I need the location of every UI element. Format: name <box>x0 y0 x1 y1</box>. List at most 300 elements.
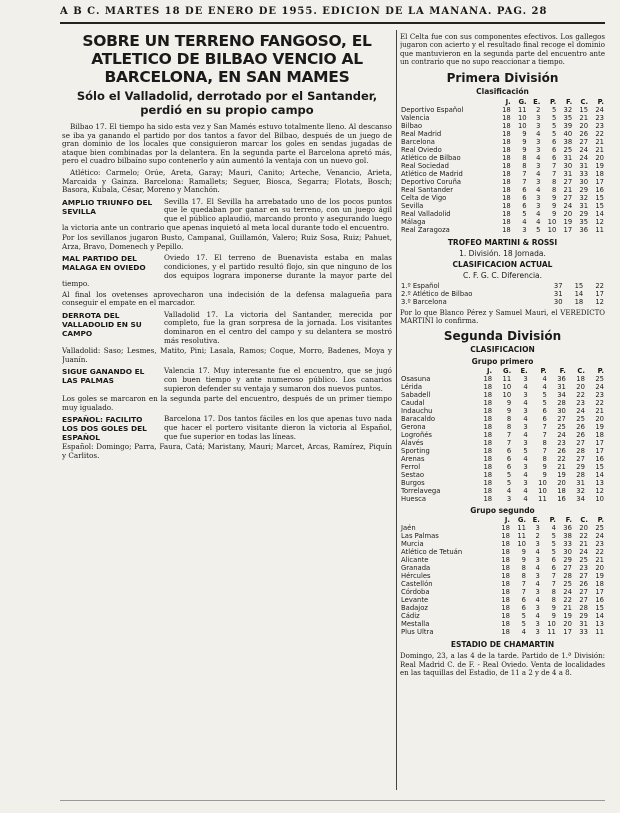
section-label: SIGUE GANANDO EL LAS PALMAS <box>62 367 145 386</box>
table-cell: 31 <box>557 383 566 392</box>
table-cell: 10 <box>517 113 527 122</box>
table-cell: 14 <box>595 471 604 480</box>
table-cell: 7 <box>522 169 527 178</box>
team-name: Valencia <box>401 113 430 122</box>
table-cell: 22 <box>595 129 604 138</box>
team-name: Murcia <box>401 540 424 549</box>
table-row <box>400 170 605 178</box>
team-name: Deportivo Coruña <box>401 177 462 186</box>
table-cell: 4 <box>535 612 540 621</box>
column-header: P. <box>540 367 547 376</box>
team-name: Osasuna <box>401 375 431 384</box>
table-cell: 10 <box>517 121 527 130</box>
table-row <box>400 114 605 122</box>
team-name: Real Santander <box>401 185 454 194</box>
table-cell: 18 <box>483 415 493 424</box>
table-cell: 18 <box>502 185 511 194</box>
table-row <box>400 588 605 596</box>
table-cell: 34 <box>576 495 585 504</box>
table-cell: 11 <box>517 524 526 533</box>
team-name: Huesca <box>401 495 427 504</box>
table-cell: 3 <box>536 113 541 122</box>
table-cell: 4 <box>551 524 556 533</box>
table-row <box>400 439 605 447</box>
trofeo-title: TROFEO MARTINI & ROSSI <box>447 237 558 247</box>
table-row <box>400 604 605 612</box>
table-cell: 3 <box>535 524 540 533</box>
table-cell: 26 <box>579 129 589 138</box>
table-cell: 3 <box>535 604 540 613</box>
table-cell: 18 <box>483 463 493 472</box>
table-cell: 18 <box>483 383 493 392</box>
table-cell: 24 <box>579 548 588 557</box>
table-cell: 28 <box>576 471 585 480</box>
table-cell: 3 <box>535 588 540 597</box>
table-cell: 18 <box>501 612 510 621</box>
section-text: Oviedo 17. El terreno de Buenavista estaba en malas condiciones, y el partido resultó flojo, sin que ninguno de los dos equipos lograra imponerse durante la mayor parte del tiempo. <box>62 254 392 289</box>
table-cell: 18 <box>501 628 510 637</box>
team-name: Atlético de Tetuán <box>401 548 463 557</box>
section-continuation: Valladolid: Saso; Lesmes, Matito, Pini; Lasala, Ramos; Coque, Morro, Badenes, Moya y Juanín. <box>62 346 392 364</box>
table-cell: 25 <box>595 524 604 533</box>
table-cell: 4 <box>523 487 528 496</box>
table-cell: 37 <box>553 281 563 290</box>
table-cell: 27 <box>563 177 573 186</box>
table-cell: 3 <box>523 423 528 432</box>
column-header: G. <box>517 516 526 525</box>
table-cell: 25 <box>563 145 573 154</box>
table-cell: 7 <box>551 572 556 581</box>
table-cell: 20 <box>579 121 589 130</box>
table-cell: 33 <box>579 628 588 637</box>
table-cell: 9 <box>506 399 512 408</box>
table-cell: 6 <box>551 556 556 565</box>
team-name: Granada <box>401 564 431 573</box>
table-cell: 3 <box>536 177 541 186</box>
column-header: P. <box>549 97 557 106</box>
table-cell: 36 <box>563 524 572 533</box>
table-cell: 9 <box>521 556 526 565</box>
table-cell: 28 <box>579 604 588 613</box>
team-name: Real Valladolid <box>401 209 451 218</box>
table-cell: 22 <box>579 532 588 541</box>
primera-sub: Clasificación <box>476 86 529 96</box>
table-cell: 8 <box>506 423 512 432</box>
table-row <box>400 471 605 479</box>
table-cell: 14 <box>595 612 604 621</box>
team-name: Málaga <box>401 217 426 226</box>
table-cell: 5 <box>551 121 557 130</box>
table-cell: 5 <box>522 209 527 218</box>
table-cell: 10 <box>538 479 547 488</box>
table-cell: 26 <box>579 580 588 589</box>
team-name: Celta de Vigo <box>401 193 447 202</box>
team-name: Gerona <box>401 423 426 432</box>
table-cell: 18 <box>502 161 511 170</box>
table-cell: 27 <box>579 588 588 597</box>
table-cell: 20 <box>579 524 588 533</box>
table-cell: 17 <box>595 177 604 186</box>
table-cell: 10 <box>538 487 547 496</box>
table-row <box>400 596 605 604</box>
column-header: C. <box>580 97 589 106</box>
table-row <box>400 431 605 439</box>
table-row <box>400 154 605 162</box>
table-cell: 31 <box>553 289 563 298</box>
table-row <box>400 628 605 636</box>
table-cell: 18 <box>501 604 510 613</box>
table-cell: 10 <box>502 383 512 392</box>
column-header: P. <box>597 97 604 106</box>
table-cell: 18 <box>483 375 493 384</box>
column-header: F. <box>565 97 573 106</box>
table-cell: 33 <box>579 169 589 178</box>
table-cell: 10 <box>517 540 526 549</box>
table-cell: 6 <box>542 415 547 424</box>
table-cell: 27 <box>579 137 589 146</box>
table-cell: 31 <box>579 161 589 170</box>
table-cell: 18 <box>501 596 510 605</box>
column-header: P. <box>549 516 556 525</box>
column-header: F. <box>559 367 566 376</box>
table-cell: 18 <box>501 556 510 565</box>
table-cell: 27 <box>557 415 566 424</box>
table-cell: 18 <box>502 121 511 130</box>
table-cell: 6 <box>522 193 527 202</box>
table-cell: 14 <box>574 289 584 298</box>
table-row <box>400 415 605 423</box>
section-text: Sevilla 17. El Sevilla ha arrebatado uno de los pocos puntos que le quedaban por ganar en su terreno, con un juego ágil que el público aplaudió, marcando pronto y asegurando luego la victoria ante un contrario que apenas inquietó al meta local durante todo el encuentro. <box>62 197 392 232</box>
sidebar-intro: El Celta fue con sus componentes efectivos. Los gallegos jugaron con acierto y el resultado final recoge el dominio que mantuvieron en la segunda parte del encuentro ante un contrario que no supo reaccionar a tiempo. <box>400 33 605 67</box>
table-cell: 21 <box>595 407 604 416</box>
table-cell: 4 <box>523 431 528 440</box>
table-cell: 6 <box>522 201 527 210</box>
table-cell: 18 <box>502 113 511 122</box>
table-cell: 25 <box>557 423 566 432</box>
segunda-title: Segunda División <box>443 329 562 344</box>
section-label: MAL PARTIDO DEL MALAGA EN OVIEDO <box>62 254 146 273</box>
table-cell: 24 <box>563 588 572 597</box>
column-divider <box>396 30 397 790</box>
article-headline: SOBRE UN TERRENO FANGOSO, EL ATLETICO DE BILBAO VENCIO AL BARCELONA, EN SAN MAMES <box>82 32 372 86</box>
team-name: Deportivo Español <box>401 105 464 114</box>
table-cell: 9 <box>522 145 527 154</box>
table-row <box>400 479 605 487</box>
table-cell: 21 <box>563 604 572 613</box>
trofeo-note: Por lo que Blanco Pérez y Samuel Mauri, el VEREDICTO MARTINI lo confirma. <box>400 308 605 326</box>
team-name: Caudal <box>401 399 425 408</box>
table-cell: 17 <box>595 447 604 456</box>
table-cell: 9 <box>551 201 557 210</box>
table-cell: 2 <box>535 532 540 541</box>
trofeo-sub: CLASIFICACION ACTUAL <box>452 259 553 269</box>
table-row <box>400 524 605 532</box>
table-cell: 5 <box>542 399 547 408</box>
table-cell: 2 <box>536 105 541 114</box>
table-cell: 27 <box>563 564 572 573</box>
table-cell: 3 <box>535 572 540 581</box>
table-cell: 40 <box>563 129 573 138</box>
table-cell: 9 <box>521 548 526 557</box>
table-cell: 8 <box>542 439 547 448</box>
table-cell: 3 <box>536 121 541 130</box>
table-cell: 4 <box>536 153 541 162</box>
team-name: Alicante <box>401 556 429 565</box>
table-row <box>400 138 605 146</box>
table-cell: 23 <box>557 439 566 448</box>
table-cell: 8 <box>521 572 526 581</box>
table-cell: 16 <box>595 185 604 194</box>
table-cell: 10 <box>547 620 556 629</box>
match-section <box>62 415 392 460</box>
table-cell: 7 <box>542 447 547 456</box>
table-cell: 22 <box>563 596 572 605</box>
table-cell: 18 <box>501 524 510 533</box>
table-row <box>400 298 605 306</box>
table-cell: 6 <box>521 596 526 605</box>
table-cell: 18 <box>501 540 510 549</box>
table-row <box>400 226 605 234</box>
column-header: P. <box>597 367 604 376</box>
table-cell: 3 <box>523 391 528 400</box>
section-continuation: Al final los ovetenses aprovecharon una indecisión de la defensa malagueña para conseguir el empate en el marcador. <box>62 289 392 308</box>
table-cell: 8 <box>506 415 512 424</box>
team-name: Burgos <box>401 479 425 488</box>
table-cell: 11 <box>595 225 604 234</box>
team-name: Torrelavega <box>401 487 441 496</box>
table-cell: 36 <box>557 375 566 384</box>
table-cell: 3 <box>536 193 541 202</box>
table-cell: 15 <box>579 105 589 114</box>
table-cell: 20 <box>595 415 604 424</box>
table-row <box>400 375 605 383</box>
table-cell: 8 <box>521 564 526 573</box>
table-cell: 15 <box>595 604 604 613</box>
table-cell: 3 <box>523 375 528 384</box>
table-cell: 6 <box>506 463 512 472</box>
table-cell: 29 <box>576 463 585 472</box>
table-cell: 26 <box>576 431 585 440</box>
team-name: Baracaldo <box>401 415 436 424</box>
table-cell: 6 <box>506 455 512 464</box>
table-cell: 3 <box>506 495 512 504</box>
table-row <box>400 580 605 588</box>
table-cell: 5 <box>521 620 526 629</box>
group1-table <box>400 367 605 503</box>
table-row <box>400 487 605 495</box>
team-name: 2.º Atlético de Bilbao <box>401 289 473 298</box>
table-cell: 18 <box>483 423 493 432</box>
table-cell: 18 <box>483 399 493 408</box>
team-name: Real Oviedo <box>401 145 442 154</box>
table-cell: 22 <box>557 455 566 464</box>
table-cell: 39 <box>563 121 573 130</box>
table-cell: 4 <box>522 217 527 226</box>
column-header <box>400 367 474 375</box>
section-label: ESPAÑOL: FACILITO LOS DOS GOLES DEL ESPAÑOL <box>62 415 147 443</box>
section-continuation: Español: Domingo; Parra, Faura, Catá; Maristany, Mauri; Marcet, Arcas, Ramírez, Piquín y Carlitos. <box>62 442 392 460</box>
table-cell: 35 <box>579 217 589 226</box>
article-intro: Bilbao 17. El tiempo ha sido esta vez y San Mamés estuvo totalmente lleno. Al descanso se iba ya ganando el partido por dos tantos a favor del Bilbao, después de un juego de gran dominio de los locales que consiguieron marcar los goles en sendas jugadas de ataque bien combinadas por la delantera. En la segunda parte el Barcelona apretó más, pero el cuadro bilbaíno supo contenerlo y aún aumentó la ventaja con un nuevo gol. <box>62 122 392 166</box>
table-cell: 4 <box>523 383 528 392</box>
table-cell: 22 <box>595 281 604 290</box>
team-name: Sabadell <box>401 391 431 400</box>
table-cell: 7 <box>551 580 556 589</box>
table-cell: 18 <box>501 572 510 581</box>
table-cell: 12 <box>595 297 604 306</box>
table-cell: 5 <box>521 612 526 621</box>
table-cell: 5 <box>542 391 547 400</box>
section-text: Barcelona 17. Dos tantos fáciles en los que apenas tuvo nada que hacer el portero visitante dieron la victoria al Español, que fue superior en todas las líneas. <box>164 415 392 441</box>
match-sections <box>62 198 392 461</box>
table-cell: 32 <box>576 487 585 496</box>
table-cell: 29 <box>579 185 589 194</box>
table-cell: 9 <box>542 463 547 472</box>
table-cell: 11 <box>517 532 526 541</box>
trofeo-line: 1. División. 18 Jornada. <box>459 248 546 258</box>
table-cell: 24 <box>557 431 566 440</box>
table-cell: 35 <box>563 113 573 122</box>
table-row <box>400 383 605 391</box>
table-cell: 17 <box>595 289 604 298</box>
table-cell: 19 <box>563 612 572 621</box>
table-cell: 3 <box>536 137 541 146</box>
table-cell: 18 <box>501 580 510 589</box>
table-row <box>400 186 605 194</box>
table-cell: 22 <box>595 399 604 408</box>
table-cell: 17 <box>563 628 572 637</box>
table-cell: 17 <box>595 439 604 448</box>
table-cell: 18 <box>483 487 493 496</box>
table-cell: 24 <box>595 105 604 114</box>
table-cell: 18 <box>502 137 511 146</box>
column-header: C. <box>580 516 588 525</box>
table-cell: 21 <box>557 463 566 472</box>
table-cell: 18 <box>502 145 511 154</box>
team-name: Atlético de Bilbao <box>401 153 461 162</box>
table-cell: 25 <box>563 580 572 589</box>
table-row <box>400 210 605 218</box>
table-cell: 14 <box>595 209 604 218</box>
table-cell: 3 <box>536 145 541 154</box>
table-cell: 6 <box>551 564 556 573</box>
column-header <box>400 98 496 106</box>
table-cell: 30 <box>579 177 589 186</box>
section-text: Valencia 17. Muy interesante fue el encuentro, que se jugó con buen tiempo y ante numeroso público. Los canarios supieron defender su ventaja y sumaron dos nuevos puntos. <box>164 367 392 393</box>
table-cell: 19 <box>595 572 604 581</box>
table-cell: 8 <box>551 177 557 186</box>
table-cell: 7 <box>551 161 557 170</box>
table-row <box>400 620 605 628</box>
table-cell: 9 <box>551 193 557 202</box>
table-cell: 3 <box>535 620 540 629</box>
footer-rule <box>60 800 605 801</box>
primera-table <box>400 98 605 234</box>
table-cell: 18 <box>595 580 604 589</box>
table-cell: 19 <box>595 161 604 170</box>
table-cell: 21 <box>595 137 604 146</box>
table-cell: 18 <box>483 447 493 456</box>
table-cell: 15 <box>595 193 604 202</box>
table-cell: 13 <box>595 620 604 629</box>
section-text: Valladolid 17. La victoria del Santander, merecida por completo, fue la gran sorpresa de la jornada. Los visitantes dominaron en el centro del campo y su delantera se mostró más resolutiva. <box>164 310 392 345</box>
table-cell: 21 <box>595 556 604 565</box>
table-cell: 21 <box>595 145 604 154</box>
table-cell: 18 <box>502 153 511 162</box>
team-name: Barcelona <box>401 137 435 146</box>
table-cell: 31 <box>563 169 573 178</box>
table-cell: 8 <box>551 596 556 605</box>
table-cell: 4 <box>523 399 528 408</box>
table-cell: 38 <box>563 137 573 146</box>
article-lineup: Atlético: Carmelo; Orúe, Areta, Garay; Mauri, Canito; Arteche, Venancio, Arieta, Marcaida y Gainza. Barcelona: Ramallets; Seguer, Biosca, Segarra; Flotats, Bosch; Basora, Kubala, César, Moreno y Manchón. <box>62 167 392 195</box>
table-cell: 11 <box>595 628 604 637</box>
table-cell: 18 <box>501 532 510 541</box>
table-cell: 20 <box>576 383 585 392</box>
table-row <box>400 290 605 298</box>
table-cell: 22 <box>595 548 604 557</box>
table-cell: 11 <box>502 375 512 384</box>
table-cell: 30 <box>563 548 572 557</box>
table-cell: 4 <box>536 185 541 194</box>
table-cell: 31 <box>576 479 585 488</box>
table-cell: 25 <box>595 375 604 384</box>
table-cell: 9 <box>522 129 527 138</box>
table-cell: 5 <box>551 105 557 114</box>
article-subhead: Sólo el Valladolid, derrotado por el Santander, perdió en su propio campo <box>76 89 378 117</box>
table-cell: 23 <box>595 121 604 130</box>
table-row <box>400 495 605 503</box>
table-cell: 7 <box>521 580 526 589</box>
table-row <box>400 423 605 431</box>
table-cell: 27 <box>563 193 573 202</box>
table-cell: 4 <box>542 383 547 392</box>
match-section <box>62 198 392 252</box>
team-name: Cádiz <box>401 612 420 621</box>
table-cell: 4 <box>506 487 512 496</box>
table-cell: 3 <box>535 540 540 549</box>
table-cell: 9 <box>551 209 557 218</box>
segunda-sub: CLASIFICACION <box>470 345 535 355</box>
table-cell: 18 <box>483 479 493 488</box>
table-cell: 5 <box>551 129 557 138</box>
table-cell: 4 <box>523 455 528 464</box>
table-cell: 18 <box>501 588 510 597</box>
table-cell: 24 <box>579 145 589 154</box>
table-cell: 4 <box>536 169 541 178</box>
table-cell: 8 <box>542 455 547 464</box>
table-cell: 18 <box>483 391 493 400</box>
team-name: Jaén <box>401 524 416 533</box>
table-cell: 18 <box>557 487 566 496</box>
trofeo-cols: C. F. G. C. Diferencia. <box>462 270 543 280</box>
table-cell: 3 <box>523 479 528 488</box>
table-cell: 4 <box>535 548 540 557</box>
table-cell: 5 <box>551 113 557 122</box>
team-name: Alavés <box>401 439 424 448</box>
table-cell: 7 <box>551 169 557 178</box>
column-header: G. <box>503 367 512 376</box>
team-name: Sestao <box>401 471 425 480</box>
column-header: E. <box>520 367 528 376</box>
match-section <box>62 311 392 365</box>
column-header: J. <box>487 367 493 376</box>
table-cell: 32 <box>579 193 589 202</box>
table-cell: 28 <box>563 572 572 581</box>
column-header: J. <box>505 97 511 106</box>
table-cell: 18 <box>483 439 493 448</box>
table-cell: 7 <box>542 431 547 440</box>
